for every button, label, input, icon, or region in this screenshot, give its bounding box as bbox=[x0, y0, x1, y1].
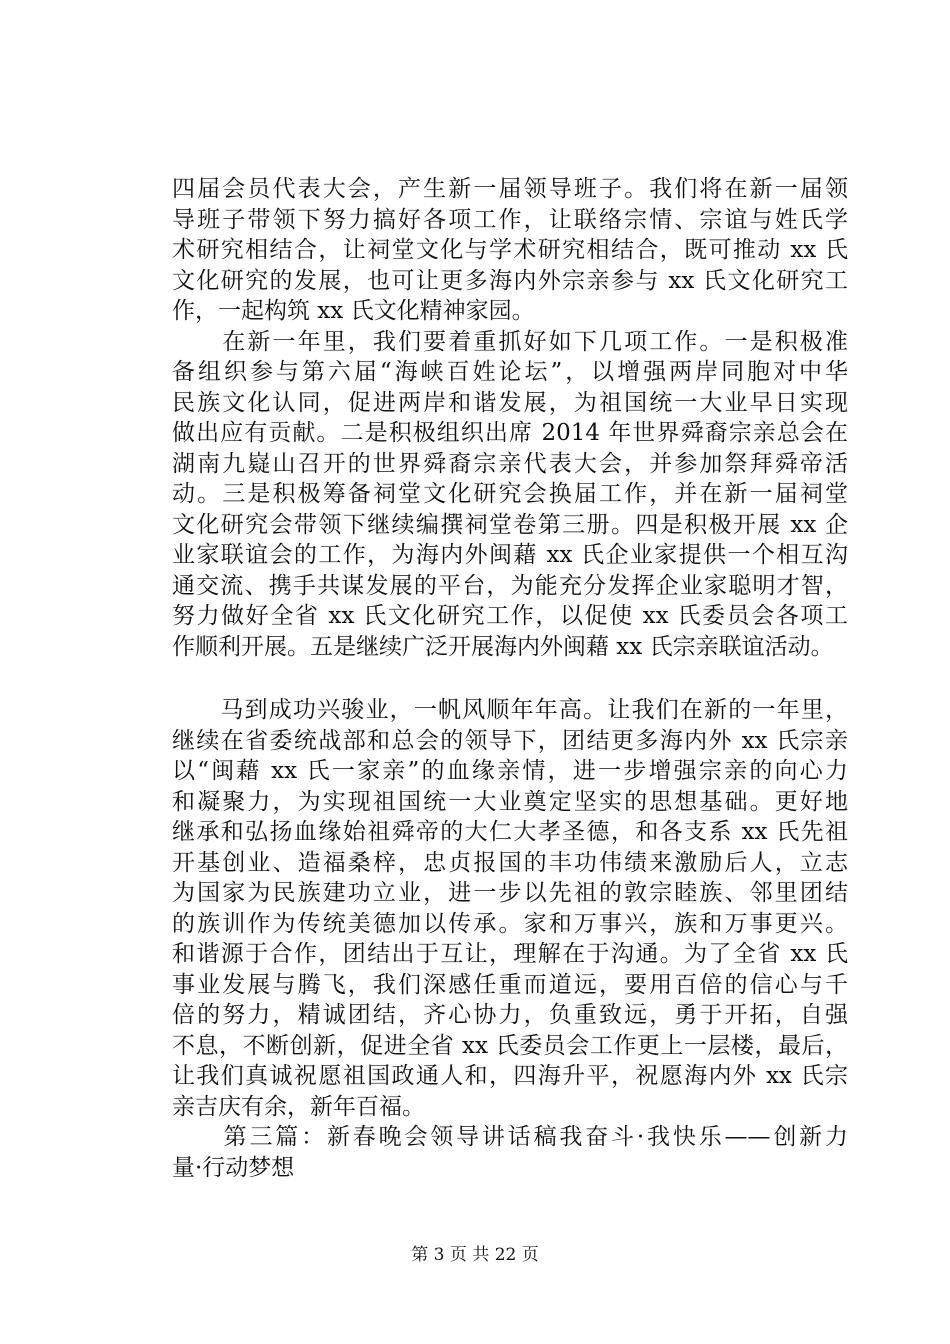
text-line: 做出应有贡献。二是积极组织出席 2014 年世界舜裔宗亲总会在 bbox=[172, 420, 848, 446]
text-line: 作，一起构筑 xx 氏文化精神家园。 bbox=[172, 298, 535, 324]
text-line: 四届会员代表大会，产生新一届领导班子。我们将在新一届领 bbox=[172, 176, 848, 202]
text-line: 开基创业、造福桑梓，忠贞报国的丰功伟绩来激励后人，立志 bbox=[172, 849, 848, 876]
text-line: 通交流、携手共谋发展的平台，为能充分发挥企业家聪明才智， bbox=[172, 572, 848, 599]
text-line: 业家联谊会的工作，为海内外闽藉 xx 氏企业家提供一个相互沟 bbox=[172, 542, 848, 568]
text-line: 的族训作为传统美德加以传承。家和万事兴，族和万事更兴。 bbox=[172, 910, 848, 937]
paragraph-gap bbox=[172, 662, 848, 695]
text-line: 术研究相结合，让祠堂文化与学术研究相结合，既可推动 xx 氏 bbox=[172, 237, 848, 263]
text-line: 导班子带领下努力搞好各项工作，让联络宗情、宗谊与姓氏学 bbox=[172, 206, 848, 233]
paragraph-work-plan bbox=[172, 327, 848, 663]
text-line: 作顺利开展。五是继续广泛开展海内外闽藉 xx 氏宗亲联谊活动。 bbox=[172, 633, 834, 660]
text-line: 不息，不断创新，促进全省 xx 氏委员会工作更上一层楼，最后， bbox=[172, 1032, 848, 1059]
text-line: 事业发展与腾飞，我们深感任重而道远，要用百倍的信心与千 bbox=[172, 971, 848, 998]
text-line: 文化研究的发展，也可让更多海内外宗亲参与 xx 氏文化研究工 bbox=[172, 267, 848, 294]
page-number-footer: 第 3 页 共 22 页 bbox=[411, 1245, 539, 1265]
heading-line: 第三篇：新春晚会领导讲话稿我奋斗·我快乐——创新力 bbox=[172, 1124, 848, 1150]
text-line: 和凝聚力，为实现祖国统一大业奠定坚实的思想基础。更好地 bbox=[172, 788, 848, 815]
text-line: 努力做好全省 xx 氏文化研究工作，以促使 xx 氏委员会各项工 bbox=[172, 603, 848, 629]
text-line: 继承和弘扬血缘始祖舜帝的大仁大孝圣德，和各支系 xx 氏先祖 bbox=[172, 819, 848, 845]
section-heading bbox=[172, 1122, 848, 1183]
document-body bbox=[172, 174, 848, 1183]
text-line: 倍的努力，精诚团结，齐心协力，负重致远，勇于开拓，自强 bbox=[172, 1002, 848, 1028]
text-line: 民族文化认同，促进两岸和谐发展，为祖国统一大业早日实现 bbox=[172, 389, 848, 416]
text-line: 让我们真诚祝愿祖国政通人和，四海升平，祝愿海内外 xx 氏宗 bbox=[172, 1063, 848, 1089]
heading-line: 量·行动梦想 bbox=[172, 1154, 295, 1181]
text-line: 文化研究会带领下继续编撰祠堂卷第三册。四是积极开展 xx 企 bbox=[172, 511, 848, 538]
text-line: 为国家为民族建功立业，进一步以先祖的敦宗睦族、邻里团结 bbox=[172, 880, 848, 906]
text-line: 备组织参与第六届“海峡百姓论坛”，以增强两岸同胞对中华 bbox=[172, 359, 848, 385]
text-line: 在新一年里，我们要着重抓好如下几项工作。一是积极准 bbox=[172, 328, 848, 355]
text-line: 湖南九嶷山召开的世界舜裔宗亲代表大会，并参加祭拜舜帝活 bbox=[172, 450, 848, 477]
text-line: 以“闽藉 xx 氏一家亲”的血缘亲情，进一步增强宗亲的向心力 bbox=[172, 758, 848, 784]
text-line: 继续在省委统战部和总会的领导下，团结更多海内外 xx 氏宗亲 bbox=[172, 727, 848, 754]
text-line: 亲吉庆有余，新年百福。 bbox=[172, 1093, 425, 1120]
text-line: 马到成功兴骏业，一帆风顺年年高。让我们在新的一年里， bbox=[172, 697, 848, 723]
paragraph-closing bbox=[172, 695, 848, 1122]
paragraph-continuation bbox=[172, 174, 848, 327]
text-line: 和谐源于合作，团结出于互让，理解在于沟通。为了全省 xx 氏 bbox=[172, 941, 848, 967]
text-line: 动。三是积极筹备祠堂文化研究会换届工作，并在新一届祠堂 bbox=[172, 481, 848, 507]
